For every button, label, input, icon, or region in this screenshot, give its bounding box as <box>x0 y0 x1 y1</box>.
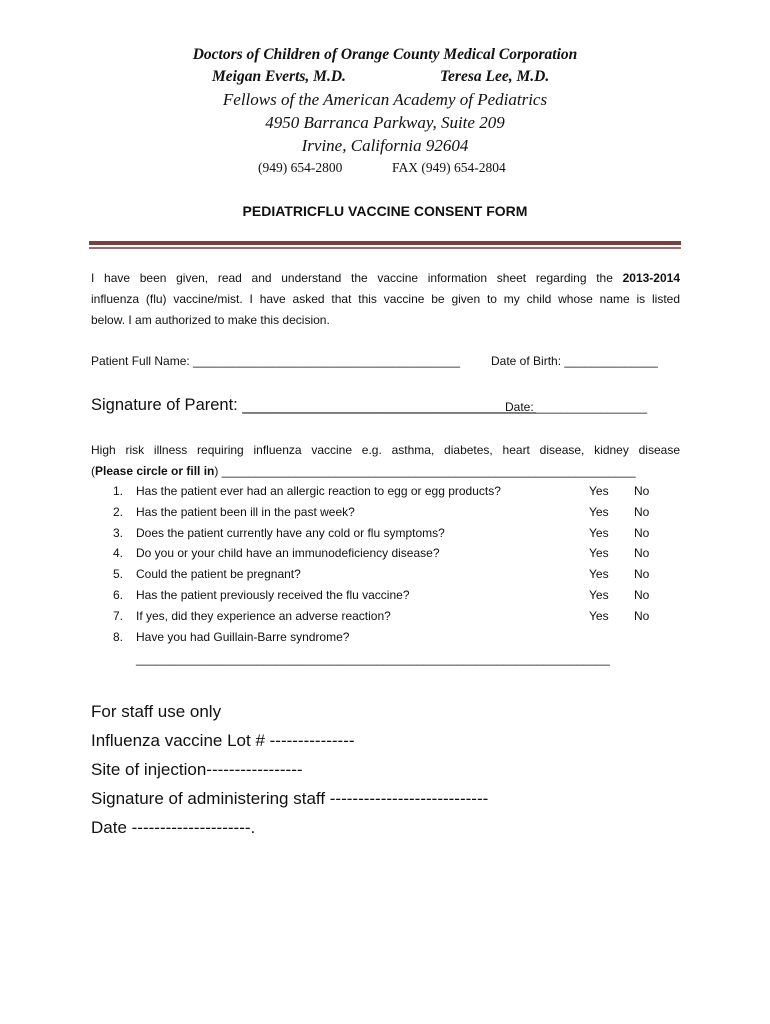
answer-no[interactable]: No <box>634 526 650 540</box>
question-number: 4. <box>113 546 124 560</box>
answer-yes[interactable]: Yes <box>589 484 609 498</box>
intro-line-2: influenza (flu) vaccine/mist. I have asked that this vaccine be given to my child whose name is listed <box>91 292 680 306</box>
question-text: Could the patient be pregnant? <box>136 567 301 581</box>
phone-number: (949) 654-2800 <box>258 160 343 175</box>
risk-paragraph <box>91 440 680 482</box>
risk-line-2[interactable] <box>91 461 680 482</box>
intro-text: I have been given, read and understand the vaccine information sheet regarding the <box>91 271 613 285</box>
address-line-1: 4950 Barranca Parkway, Suite 209 <box>265 113 505 132</box>
question-number: 6. <box>113 588 124 602</box>
question-text: Has the patient been ill in the past week? <box>136 505 355 519</box>
answer-no[interactable]: No <box>634 609 650 623</box>
patient-name-field[interactable]: Patient Full Name: ________________________________________ <box>91 354 460 368</box>
intro-line-1 <box>91 268 680 289</box>
question-text: Have you had Guillain-Barre syndrome? <box>136 630 350 644</box>
staff-date-field[interactable]: Date ---------------------. <box>91 818 256 837</box>
parent-date-field[interactable]: Date:_________________ <box>505 400 648 414</box>
staff-signature-field[interactable]: Signature of administering staff ---------------------------- <box>91 789 489 808</box>
question-number: 2. <box>113 505 124 519</box>
address-line-2: Irvine, California 92604 <box>301 136 469 155</box>
parent-signature-field[interactable]: Signature of Parent: ________________________________ <box>91 396 536 414</box>
risk-instruction: Please circle or fill in <box>95 464 215 478</box>
answer-yes[interactable]: Yes <box>589 546 609 560</box>
lot-number-field[interactable]: Influenza vaccine Lot # --------------- <box>91 731 355 750</box>
risk-fill-line[interactable]: ) ______________________________________________________________ <box>214 464 636 478</box>
question-number: 8. <box>113 630 124 644</box>
question-text: Do you or your child have an immunodeficiency disease? <box>136 546 440 560</box>
header-divider-thick <box>89 241 681 245</box>
answer-no[interactable]: No <box>634 505 650 519</box>
risk-line-1: High risk illness requiring influenza vaccine e.g. asthma, diabetes, heart disease, kidney disease <box>91 443 680 457</box>
doctor-name-2: Teresa Lee, M.D. <box>440 68 550 85</box>
question-text: Has the patient ever had an allergic reaction to egg or egg products? <box>136 484 501 498</box>
question-number: 1. <box>113 484 124 498</box>
form-title: PEDIATRICFLU VACCINE CONSENT FORM <box>242 203 528 219</box>
doctor-name-1: Meigan Everts, M.D. <box>212 68 346 85</box>
q8-answer-line[interactable]: _______________________________________________________________________ <box>136 652 610 666</box>
answer-no[interactable]: No <box>634 484 650 498</box>
question-number: 5. <box>113 567 124 581</box>
staff-heading: For staff use only <box>91 702 222 721</box>
intro-season: 2013-2014 <box>622 271 680 285</box>
fax-number: FAX (949) 654-2804 <box>392 160 506 175</box>
question-text: If yes, did they experience an adverse reaction? <box>136 609 391 623</box>
intro-line-3: below. I am authorized to make this decision. <box>91 313 330 327</box>
answer-yes[interactable]: Yes <box>589 505 609 519</box>
question-text: Does the patient currently have any cold or flu symptoms? <box>136 526 445 540</box>
header-divider-thin <box>89 247 681 249</box>
answer-yes[interactable]: Yes <box>589 567 609 581</box>
date-of-birth-field[interactable]: Date of Birth: ______________ <box>491 354 658 368</box>
answer-no[interactable]: No <box>634 546 650 560</box>
answer-no[interactable]: No <box>634 567 650 581</box>
risk-paren: ( <box>91 464 95 478</box>
injection-site-field[interactable]: Site of injection----------------- <box>91 760 303 779</box>
answer-no[interactable]: No <box>634 588 650 602</box>
practice-name: Doctors of Children of Orange County Medical Corporation <box>192 46 578 63</box>
answer-yes[interactable]: Yes <box>589 526 609 540</box>
answer-yes[interactable]: Yes <box>589 609 609 623</box>
question-number: 7. <box>113 609 124 623</box>
fellows-line: Fellows of the American Academy of Pediatrics <box>222 90 548 109</box>
intro-paragraph <box>91 268 680 331</box>
question-text: Has the patient previously received the flu vaccine? <box>136 588 410 602</box>
answer-yes[interactable]: Yes <box>589 588 609 602</box>
question-number: 3. <box>113 526 124 540</box>
